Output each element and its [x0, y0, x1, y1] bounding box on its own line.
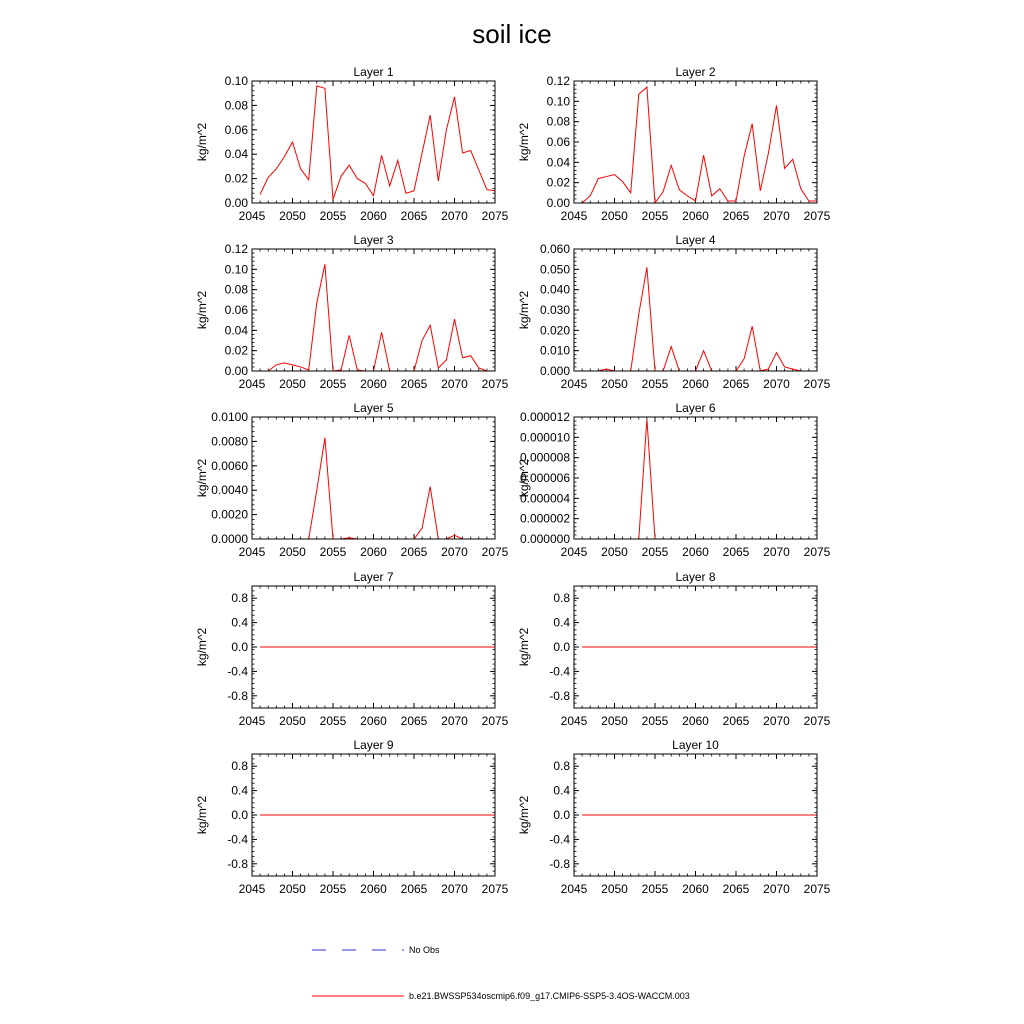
layer-4-xtick-label: 2060 [682, 377, 709, 391]
layer-5-xtick-label: 2050 [279, 545, 306, 559]
layer-3-ytick-label: 0.06 [224, 303, 248, 317]
layer-5-frame [252, 417, 495, 539]
layer-2-ytick-label: 0.04 [546, 155, 570, 170]
layer-6-xtick-label: 2070 [763, 545, 790, 559]
layer-10-xtick-label: 2065 [722, 882, 750, 896]
layer-3-ytick-label: 0.00 [224, 364, 248, 378]
layer-10-xtick-label: 2055 [641, 882, 669, 896]
layer-6-xtick-label: 2065 [722, 545, 750, 559]
figure-title: soil ice [472, 19, 552, 49]
layer-1-ytick-label: 0.00 [224, 196, 248, 210]
layer-9-title: Layer 9 [353, 738, 394, 752]
layer-6-xtick-label: 2060 [682, 545, 709, 559]
layer-2-xtick-label: 2045 [560, 209, 588, 223]
layer-3-xtick-label: 2050 [279, 377, 306, 391]
layer-7-ytick-label: 0.4 [231, 615, 248, 630]
layer-8-xtick-label: 2045 [560, 714, 588, 728]
layer-2-xtick-label: 2065 [722, 209, 750, 223]
layer-8-ytick-label: 0.8 [553, 591, 570, 606]
layer-3-ytick-label: 0.04 [224, 323, 248, 338]
layer-1-xtick-label: 2055 [319, 209, 347, 223]
layer-5-xtick-label: 2070 [441, 545, 468, 559]
layer-5-title: Layer 5 [353, 401, 394, 415]
layer-7-title: Layer 7 [353, 570, 394, 584]
layer-8-ytick-label: -0.8 [549, 688, 570, 703]
layer-10-title: Layer 10 [672, 738, 719, 752]
layer-6-ytick-label: 0.000012 [519, 410, 570, 424]
legend-obs-label: No Obs [409, 945, 440, 955]
layer-6-frame [574, 417, 817, 539]
layer-7-xtick-label: 2075 [481, 714, 509, 728]
layer-6-panel [517, 401, 831, 559]
layer-3-xtick-label: 2045 [238, 377, 266, 391]
layer-9-ytick-label: 0.0 [231, 808, 248, 822]
layer-4-ytick-label: 0.050 [539, 262, 570, 277]
layer-6-xtick-label: 2055 [641, 545, 669, 559]
layer-1-xtick-label: 2050 [279, 209, 306, 223]
layer-1-ytick-label: 0.02 [224, 171, 248, 186]
layer-5-ylabel: kg/m^2 [195, 458, 209, 498]
layer-8-xtick-label: 2075 [803, 714, 831, 728]
layer-4-ytick-label: 0.040 [539, 282, 570, 297]
layer-4-ytick-label: 0.060 [539, 242, 570, 256]
layer-1-title: Layer 1 [353, 65, 394, 79]
layer-1-xtick-label: 2045 [238, 209, 266, 223]
layer-7-ytick-label: 0.8 [231, 591, 248, 606]
layer-8-title: Layer 8 [675, 570, 716, 584]
layer-5-xtick-label: 2060 [360, 545, 387, 559]
layer-1-xtick-label: 2060 [360, 209, 387, 223]
layer-6-title: Layer 6 [675, 401, 716, 415]
layer-10-ytick-label: -0.8 [549, 856, 570, 871]
layer-7-xtick-label: 2050 [279, 714, 306, 728]
layer-4-xtick-label: 2050 [601, 377, 628, 391]
layer-5-xtick-label: 2055 [319, 545, 347, 559]
layer-2-ytick-label: 0.06 [546, 135, 570, 149]
layer-1-series-line [260, 86, 495, 199]
layer-6-ytick-label: 0.000002 [519, 511, 570, 526]
layer-1-xtick-label: 2070 [441, 209, 468, 223]
layer-8-ytick-label: 0.0 [553, 640, 570, 654]
layer-9-ylabel: kg/m^2 [195, 795, 209, 835]
layer-2-ytick-label: 0.00 [546, 196, 570, 210]
layer-6-ytick-label: 0.000010 [519, 430, 570, 445]
layer-5-xtick-label: 2075 [481, 545, 509, 559]
layer-9-ytick-label: 0.4 [231, 783, 248, 798]
layer-3-title: Layer 3 [353, 233, 394, 247]
layer-10-ytick-label: 0.0 [553, 808, 570, 822]
layer-6-xtick-label: 2045 [560, 545, 588, 559]
layer-1-panel [195, 65, 509, 223]
layer-7-xtick-label: 2065 [400, 714, 428, 728]
layer-2-ytick-label: 0.02 [546, 175, 570, 190]
layer-9-ytick-label: -0.4 [227, 832, 248, 847]
layer-1-ytick-label: 0.06 [224, 122, 248, 137]
layer-5-ytick-label: 0.0000 [211, 532, 248, 546]
layer-7-ytick-label: -0.4 [227, 664, 248, 679]
layer-6-ylabel: kg/m^2 [517, 458, 531, 498]
layer-3-ytick-label: 0.10 [224, 262, 248, 277]
layer-7-ylabel: kg/m^2 [195, 627, 209, 667]
layer-9-panel [195, 738, 509, 896]
layer-9-ytick-label: 0.8 [231, 759, 248, 774]
layer-6-xtick-label: 2075 [803, 545, 831, 559]
legend-model-label: b.e21.BWSSP534oscmip6.f09_g17.CMIP6-SSP5-3.4OS-WACCM.003 [409, 991, 690, 1001]
layer-3-ytick-label: 0.02 [224, 343, 248, 358]
layer-4-series-line [582, 267, 817, 371]
layer-3-series-line [260, 264, 495, 371]
layer-5-ytick-label: 0.0080 [211, 434, 248, 449]
layer-2-title: Layer 2 [675, 65, 716, 79]
layer-5-ytick-label: 0.0100 [211, 410, 248, 424]
layer-10-ytick-label: 0.8 [553, 759, 570, 774]
layer-6-ytick-label: 0.000004 [519, 491, 570, 506]
layer-4-xtick-label: 2070 [763, 377, 790, 391]
layer-9-xtick-label: 2060 [360, 882, 387, 896]
layer-1-ytick-label: 0.10 [224, 74, 248, 88]
layer-7-ytick-label: -0.8 [227, 688, 248, 703]
layer-10-panel [517, 738, 831, 896]
layer-1-xtick-label: 2065 [400, 209, 428, 223]
layer-6-ytick-label: 0.000000 [519, 532, 570, 546]
layer-10-ytick-label: 0.4 [553, 783, 570, 798]
layer-3-frame [252, 249, 495, 371]
layer-6-series-line [582, 419, 817, 539]
layer-9-ytick-label: -0.8 [227, 856, 248, 871]
layer-5-ytick-label: 0.0040 [211, 483, 248, 498]
layer-7-xtick-label: 2055 [319, 714, 347, 728]
layer-2-ytick-label: 0.10 [546, 94, 570, 109]
layer-7-xtick-label: 2060 [360, 714, 387, 728]
layer-10-ytick-label: -0.4 [549, 832, 570, 847]
layer-4-frame [574, 249, 817, 371]
layer-5-xtick-label: 2045 [238, 545, 266, 559]
layer-3-xtick-label: 2075 [481, 377, 509, 391]
layer-10-xtick-label: 2050 [601, 882, 628, 896]
layer-3-ytick-label: 0.08 [224, 282, 248, 297]
layer-10-ylabel: kg/m^2 [517, 795, 531, 835]
layer-4-panel [517, 233, 831, 391]
layer-8-xtick-label: 2050 [601, 714, 628, 728]
layer-5-ytick-label: 0.0020 [211, 507, 248, 522]
layer-2-ytick-label: 0.08 [546, 114, 570, 129]
layer-4-title: Layer 4 [675, 233, 716, 247]
layer-10-xtick-label: 2045 [560, 882, 588, 896]
layer-7-xtick-label: 2070 [441, 714, 468, 728]
layer-7-xtick-label: 2045 [238, 714, 266, 728]
layer-10-xtick-label: 2075 [803, 882, 831, 896]
layer-4-xtick-label: 2075 [803, 377, 831, 391]
layer-4-ytick-label: 0.010 [539, 343, 570, 358]
layer-1-ylabel: kg/m^2 [195, 122, 209, 162]
layer-3-panel [195, 233, 509, 391]
layer-5-ytick-label: 0.0060 [211, 458, 248, 473]
layer-3-ytick-label: 0.12 [224, 242, 248, 256]
layer-10-xtick-label: 2070 [763, 882, 790, 896]
layer-3-xtick-label: 2070 [441, 377, 468, 391]
layer-3-ylabel: kg/m^2 [195, 290, 209, 330]
layer-8-xtick-label: 2070 [763, 714, 790, 728]
layer-9-xtick-label: 2065 [400, 882, 428, 896]
layer-2-ylabel: kg/m^2 [517, 122, 531, 162]
layer-7-panel [195, 570, 509, 728]
layer-9-xtick-label: 2050 [279, 882, 306, 896]
layer-3-xtick-label: 2060 [360, 377, 387, 391]
layer-1-ytick-label: 0.08 [224, 98, 248, 113]
layer-1-xtick-label: 2075 [481, 209, 509, 223]
layer-8-xtick-label: 2055 [641, 714, 669, 728]
layer-3-xtick-label: 2055 [319, 377, 347, 391]
layer-9-xtick-label: 2075 [481, 882, 509, 896]
layer-5-series-line [260, 438, 495, 539]
layer-3-xtick-label: 2065 [400, 377, 428, 391]
layer-2-xtick-label: 2055 [641, 209, 669, 223]
layer-4-xtick-label: 2055 [641, 377, 669, 391]
layer-4-ytick-label: 0.000 [539, 364, 570, 378]
panel-grid [195, 65, 831, 896]
layer-9-xtick-label: 2070 [441, 882, 468, 896]
layer-2-xtick-label: 2075 [803, 209, 831, 223]
layer-8-xtick-label: 2060 [682, 714, 709, 728]
legend [312, 945, 690, 1001]
layer-6-ytick-label: 0.000006 [519, 471, 570, 485]
layer-8-ytick-label: -0.4 [549, 664, 570, 679]
layer-2-ytick-label: 0.12 [546, 74, 570, 88]
layer-4-ylabel: kg/m^2 [517, 290, 531, 330]
layer-9-xtick-label: 2055 [319, 882, 347, 896]
layer-8-panel [517, 570, 831, 728]
layer-6-ytick-label: 0.000008 [519, 450, 570, 465]
layer-8-ytick-label: 0.4 [553, 615, 570, 630]
layer-9-xtick-label: 2045 [238, 882, 266, 896]
layer-2-frame [574, 81, 817, 203]
layer-4-ytick-label: 0.030 [539, 303, 570, 317]
layer-5-xtick-label: 2065 [400, 545, 428, 559]
layer-4-ytick-label: 0.020 [539, 323, 570, 338]
layer-1-frame [252, 81, 495, 203]
layer-8-xtick-label: 2065 [722, 714, 750, 728]
layer-5-panel [195, 401, 509, 559]
layer-2-xtick-label: 2060 [682, 209, 709, 223]
layer-6-xtick-label: 2050 [601, 545, 628, 559]
layer-7-ytick-label: 0.0 [231, 640, 248, 654]
layer-4-xtick-label: 2065 [722, 377, 750, 391]
layer-2-xtick-label: 2050 [601, 209, 628, 223]
layer-2-series-line [582, 87, 817, 203]
layer-10-xtick-label: 2060 [682, 882, 709, 896]
layer-2-panel [517, 65, 831, 223]
layer-1-ytick-label: 0.04 [224, 147, 248, 162]
layer-8-ylabel: kg/m^2 [517, 627, 531, 667]
layer-4-xtick-label: 2045 [560, 377, 588, 391]
layer-2-xtick-label: 2070 [763, 209, 790, 223]
